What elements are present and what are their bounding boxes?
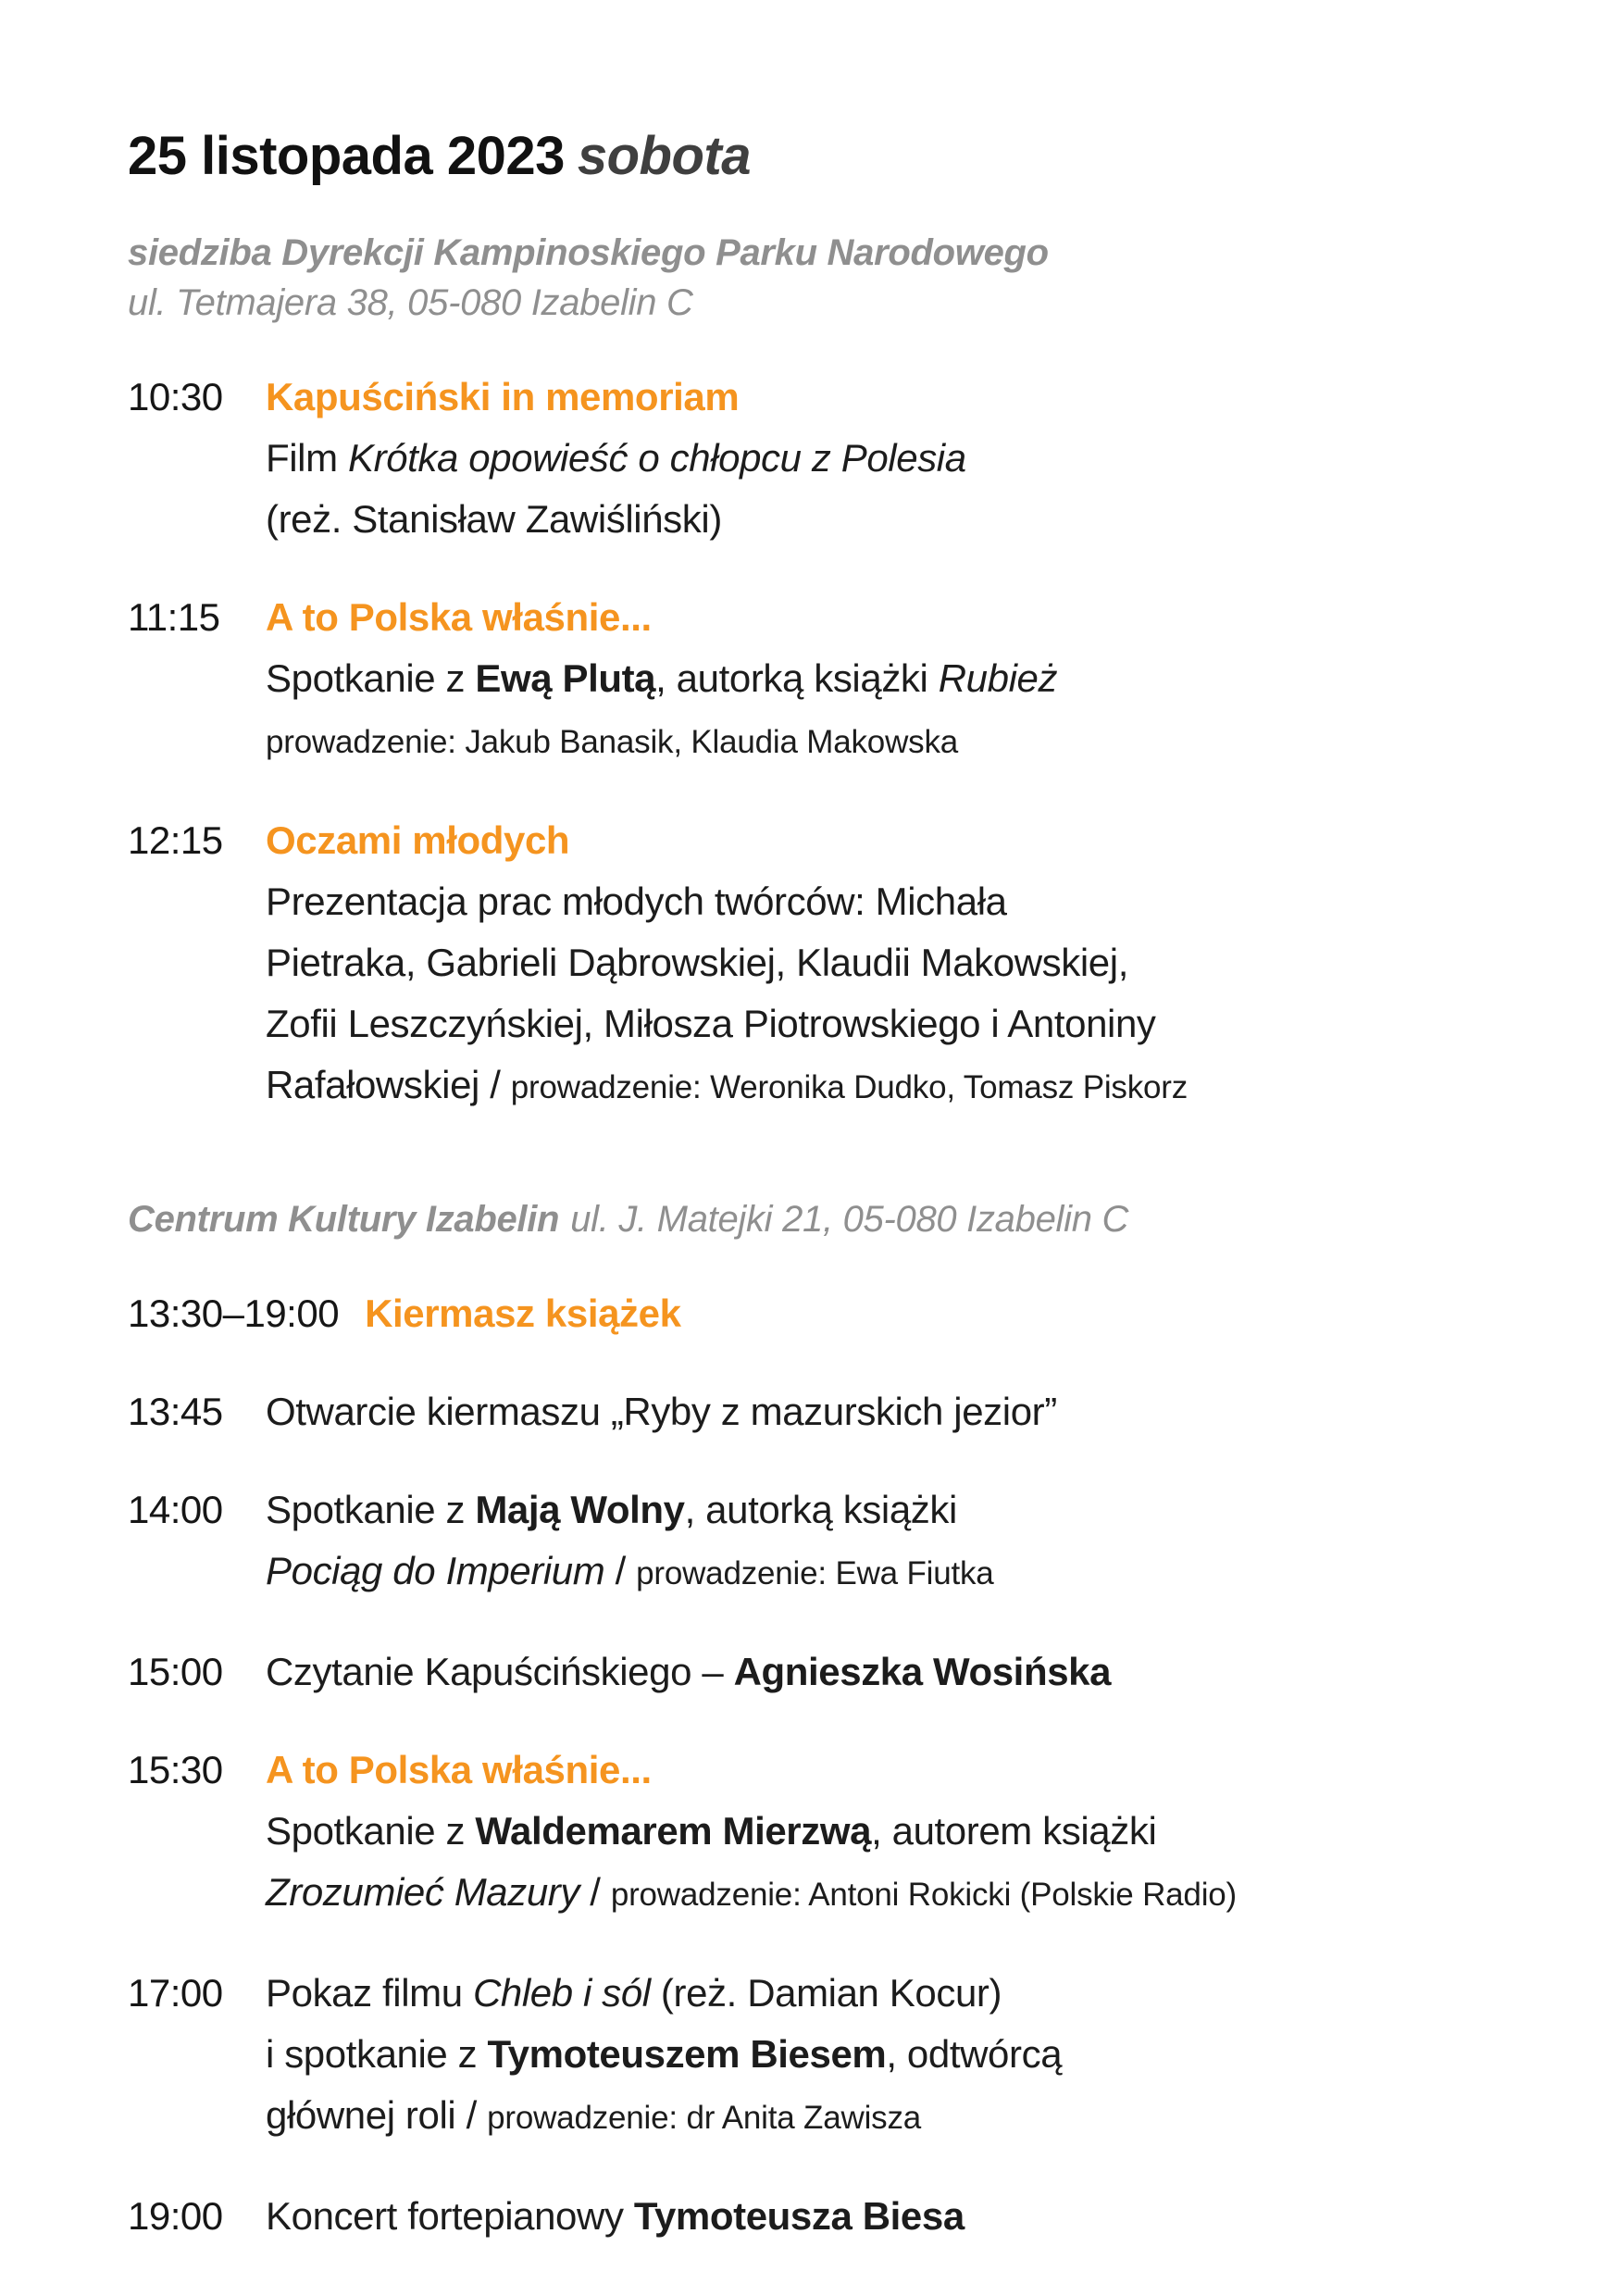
moderator-segment: prowadzenie: dr Anita Zawisza bbox=[487, 2100, 922, 2136]
text-segment: Otwarcie kiermaszu „Ryby z mazurskich jezior” bbox=[266, 1390, 1057, 1433]
event-line bbox=[266, 2024, 1516, 2085]
person-name-segment: Agnieszka Wosińska bbox=[733, 1650, 1112, 1693]
page-title bbox=[128, 128, 1516, 185]
venue-header-1 bbox=[128, 228, 1516, 328]
event-title-line bbox=[266, 810, 1516, 871]
event-row bbox=[128, 1641, 1516, 1703]
event-content bbox=[266, 587, 1516, 773]
event-line bbox=[266, 1801, 1516, 1862]
event-row bbox=[128, 367, 1516, 550]
film-title-segment: Chleb i sól bbox=[472, 1971, 651, 2015]
text-segment: Zofii Leszczyńskiej, Miłosza Piotrowskiego i Antoniny bbox=[266, 1002, 1156, 1045]
event-time: 10:30 bbox=[128, 375, 223, 418]
text-segment: Spotkanie z bbox=[266, 656, 476, 700]
text-segment: Koncert fortepianowy bbox=[266, 2194, 634, 2238]
event-row bbox=[128, 1479, 1516, 1604]
text-segment: (reż. Damian Kocur) bbox=[650, 1971, 1002, 2015]
event-title-line bbox=[266, 367, 1516, 428]
text-segment: Spotkanie z bbox=[266, 1488, 476, 1531]
venue-address: ul. J. Matejki 21, 05-080 Izabelin C bbox=[570, 1199, 1129, 1240]
moderator-segment: prowadzenie: Antoni Rokicki (Polskie Radio) bbox=[610, 1877, 1237, 1913]
event-content bbox=[266, 367, 1516, 550]
event-row bbox=[128, 810, 1516, 1118]
event-title: A to Polska właśnie... bbox=[266, 595, 652, 639]
book-title-segment: Rubież bbox=[938, 656, 1058, 700]
venue-name: Centrum Kultury Izabelin bbox=[128, 1199, 560, 1240]
text-segment: Rafałowskiej / bbox=[266, 1063, 511, 1106]
date-text: 25 listopada 2023 bbox=[128, 126, 565, 186]
venue-header-2 bbox=[128, 1194, 1516, 1244]
event-content bbox=[266, 810, 1516, 1118]
event-line bbox=[266, 489, 1516, 550]
event-content bbox=[266, 1479, 1516, 1604]
event-title-line bbox=[266, 587, 1516, 648]
event-content bbox=[365, 1283, 1516, 1344]
text-segment: , autorem książki bbox=[871, 1809, 1157, 1853]
event-title: A to Polska właśnie... bbox=[266, 1748, 652, 1791]
event-content bbox=[266, 1381, 1516, 1442]
event-line bbox=[266, 2186, 1516, 2247]
venue-name: siedziba Dyrekcji Kampinoskiego Parku Narodowego bbox=[128, 232, 1049, 273]
event-title: Kapuściński in memoriam bbox=[266, 375, 740, 418]
text-segment: Prezentacja prac młodych twórców: Michała bbox=[266, 880, 1007, 923]
event-line bbox=[266, 993, 1516, 1054]
text-segment: i spotkanie z bbox=[266, 2032, 488, 2076]
event-row bbox=[128, 1740, 1516, 1926]
event-title: Oczami młodych bbox=[266, 818, 570, 862]
event-time: 12:15 bbox=[128, 818, 223, 862]
day-text: sobota bbox=[577, 126, 751, 186]
event-time: 14:00 bbox=[128, 1488, 223, 1531]
person-name-segment: Ewą Plutą bbox=[475, 656, 656, 700]
event-row bbox=[128, 2186, 1516, 2247]
event-line bbox=[266, 871, 1516, 932]
text-segment: Czytanie Kapuścińskiego – bbox=[266, 1650, 734, 1693]
text-segment: , odtwórcą bbox=[886, 2032, 1063, 2076]
event-content bbox=[266, 1641, 1516, 1703]
text-segment: Pietraka, Gabrieli Dąbrowskiej, Klaudii Makowskiej, bbox=[266, 941, 1128, 984]
event-content bbox=[266, 2186, 1516, 2247]
text-segment: Pokaz filmu bbox=[266, 1971, 473, 2015]
event-title: Kiermasz książek bbox=[365, 1292, 681, 1335]
event-title-line bbox=[266, 1740, 1516, 1801]
moderator-segment: prowadzenie: Jakub Banasik, Klaudia Makowska bbox=[266, 724, 959, 760]
event-time: 15:00 bbox=[128, 1650, 223, 1693]
event-line bbox=[266, 1541, 1516, 1604]
moderator-segment: prowadzenie: Weronika Dudko, Tomasz Piskorz bbox=[510, 1069, 1189, 1105]
event-row bbox=[128, 1381, 1516, 1442]
text-segment: Spotkanie z bbox=[266, 1809, 476, 1853]
event-time: 13:30–19:00 bbox=[128, 1292, 340, 1335]
event-line bbox=[266, 648, 1516, 709]
event-line bbox=[266, 1381, 1516, 1442]
venue-address: ul. Tetmajera 38, 05-080 Izabelin C bbox=[128, 282, 693, 323]
text-segment: , autorką książki bbox=[655, 656, 939, 700]
event-content bbox=[266, 1963, 1516, 2149]
moderator-segment: prowadzenie: Ewa Fiutka bbox=[636, 1555, 994, 1591]
person-name-segment: Tymoteusza Biesa bbox=[633, 2194, 965, 2238]
person-name-segment: Mają Wolny bbox=[475, 1488, 685, 1531]
event-time: 11:15 bbox=[128, 595, 220, 639]
person-name-segment: Tymoteuszem Biesem bbox=[487, 2032, 887, 2076]
event-time: 13:45 bbox=[128, 1390, 223, 1433]
event-title-line bbox=[365, 1283, 1516, 1344]
text-segment: Film bbox=[266, 436, 348, 480]
event-line bbox=[266, 709, 1516, 773]
event-row bbox=[128, 1283, 1516, 1344]
event-line bbox=[266, 1641, 1516, 1703]
book-title-segment: Zrozumieć Mazury bbox=[266, 1870, 579, 1914]
event-line bbox=[266, 2085, 1516, 2149]
event-content bbox=[266, 1740, 1516, 1926]
event-time: 15:30 bbox=[128, 1748, 223, 1791]
film-title-segment: Krótka opowieść o chłopcu z Polesia bbox=[347, 436, 966, 480]
book-title-segment: Pociąg do Imperium bbox=[266, 1549, 605, 1592]
event-line bbox=[266, 1963, 1516, 2024]
event-line bbox=[266, 428, 1516, 489]
event-line bbox=[266, 932, 1516, 993]
event-line bbox=[266, 1862, 1516, 1926]
event-row bbox=[128, 587, 1516, 773]
event-line bbox=[266, 1054, 1516, 1118]
event-time: 19:00 bbox=[128, 2194, 223, 2238]
event-time: 17:00 bbox=[128, 1971, 223, 2015]
event-line bbox=[266, 1479, 1516, 1541]
slash-separator: / bbox=[604, 1549, 637, 1592]
text-segment: głównej roli / bbox=[266, 2093, 488, 2137]
text-segment: , autorką książki bbox=[684, 1488, 957, 1531]
person-name-segment: Waldemarem Mierzwą bbox=[475, 1809, 872, 1853]
event-row bbox=[128, 1963, 1516, 2149]
text-segment: (reż. Stanisław Zawiśliński) bbox=[266, 497, 722, 541]
slash-separator: / bbox=[579, 1870, 611, 1914]
